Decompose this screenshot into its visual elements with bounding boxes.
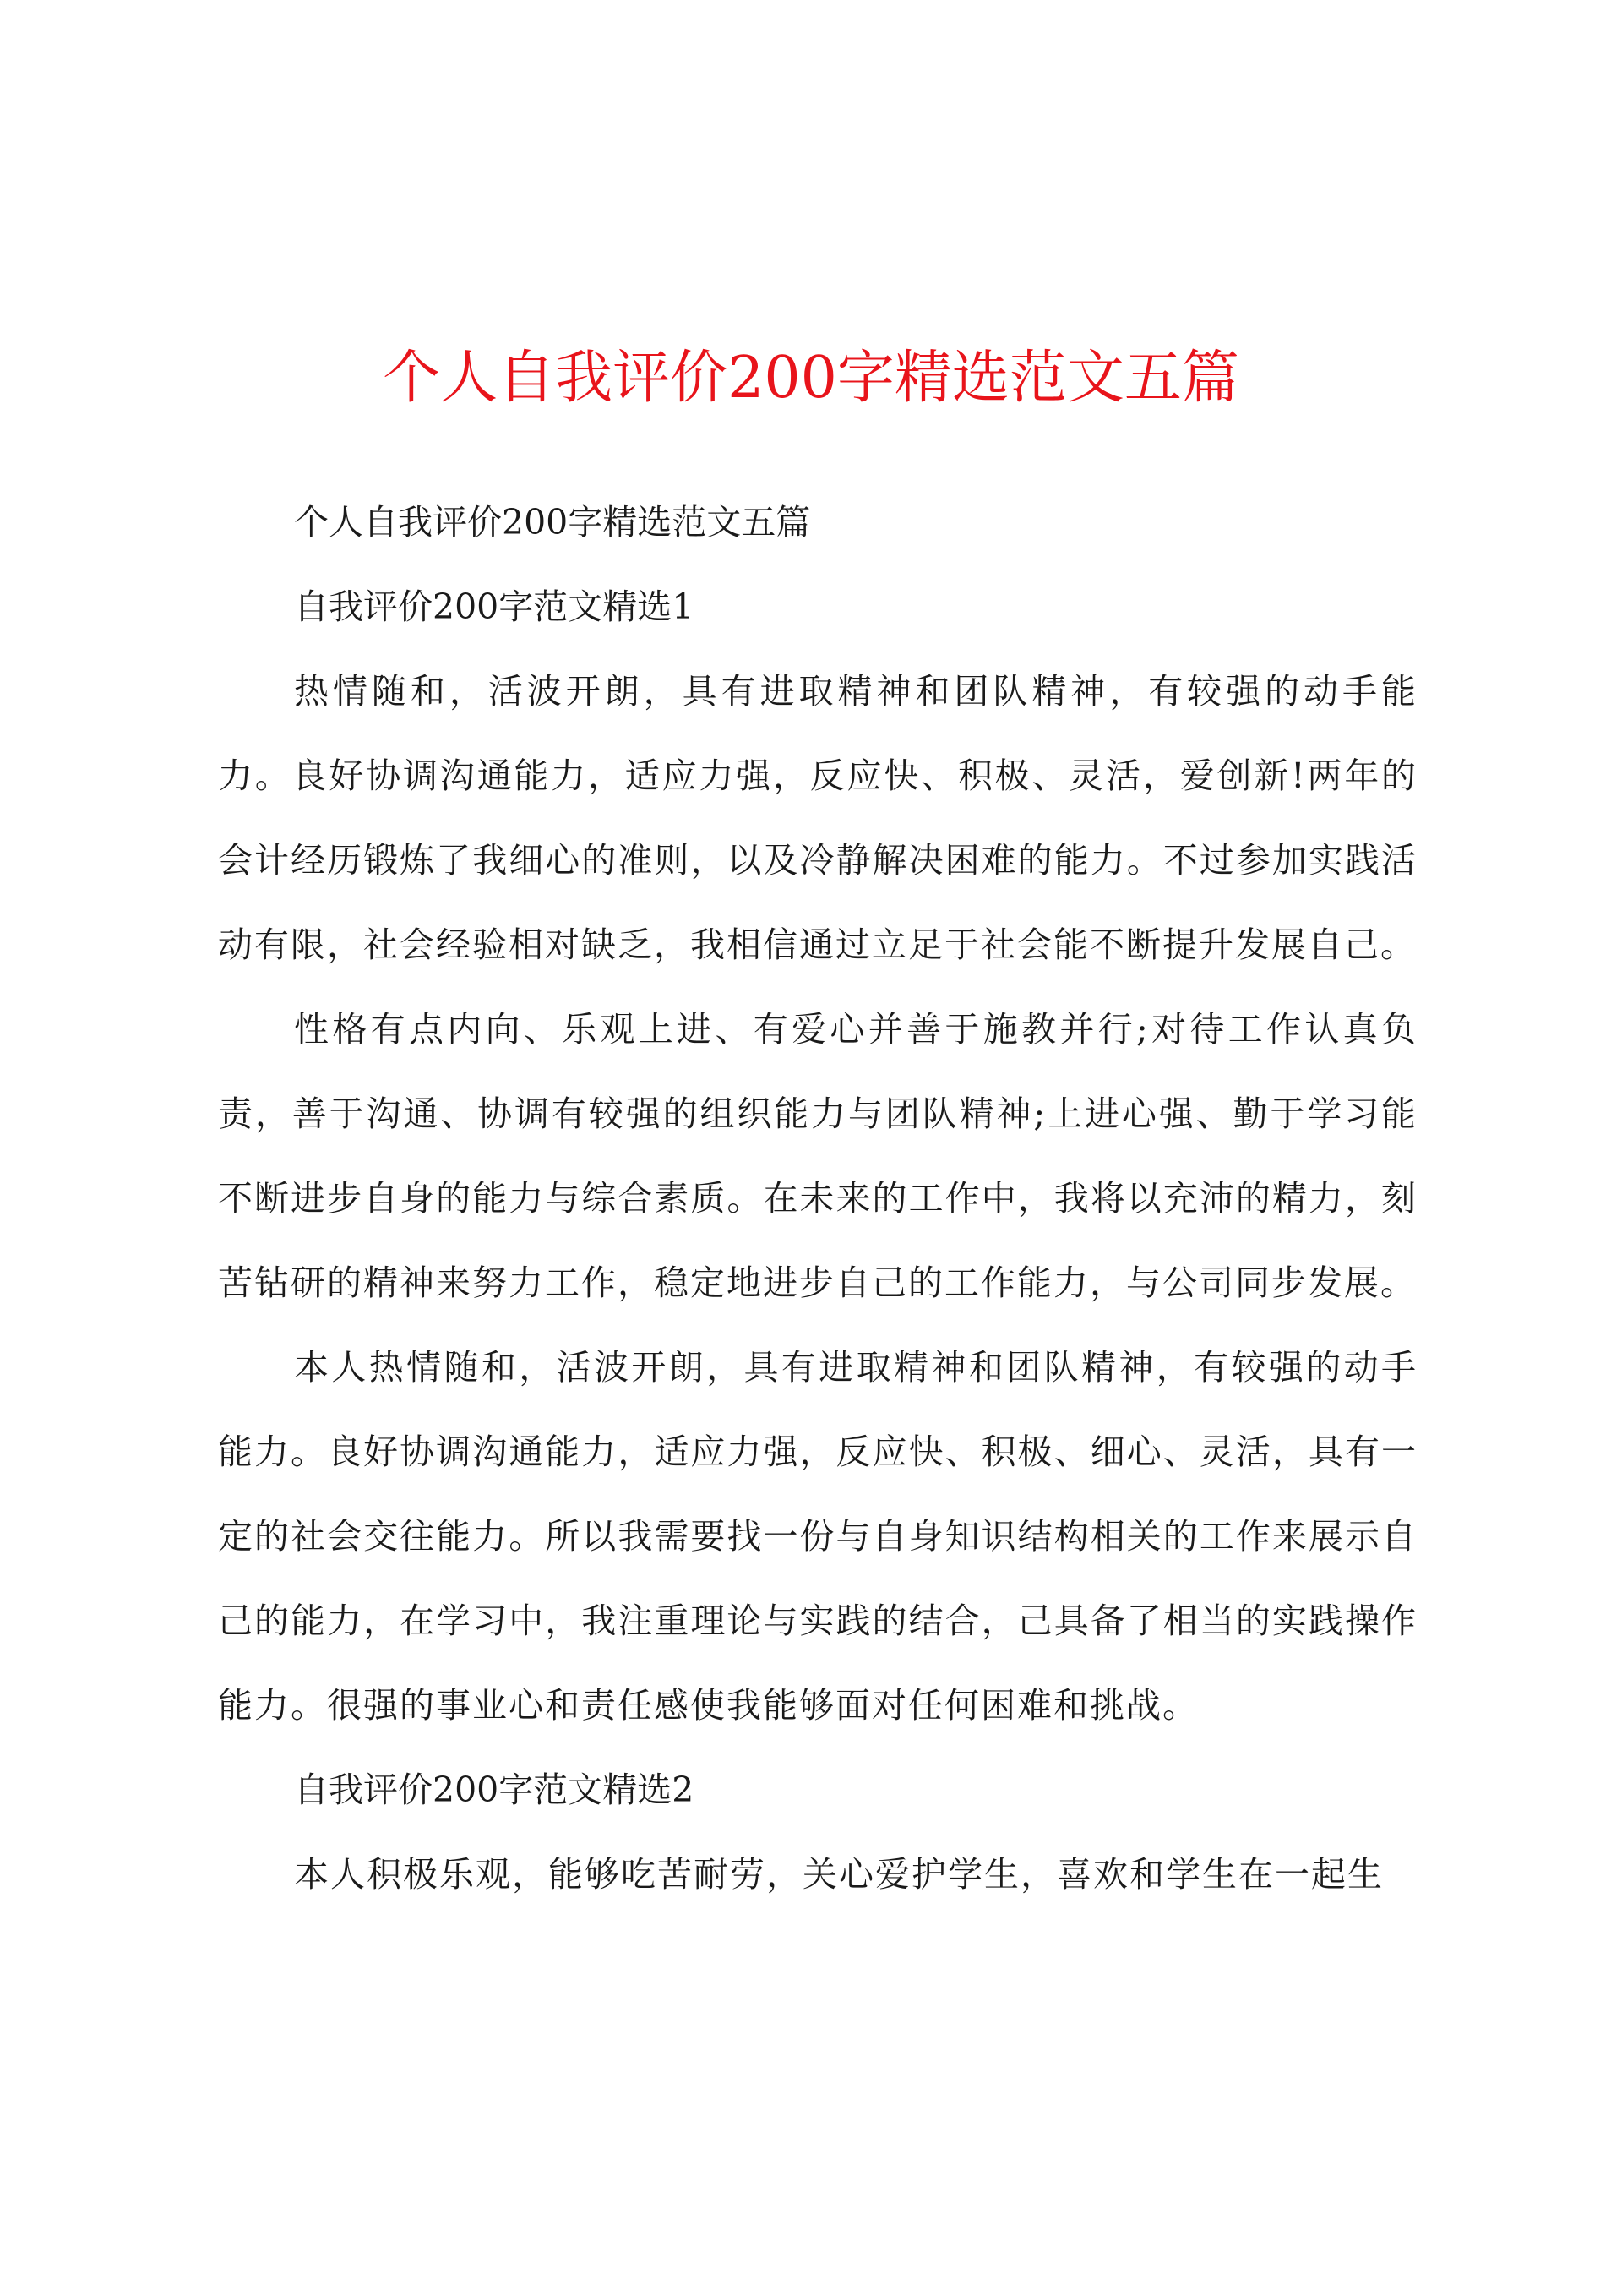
document-subtitle: 个人自我评价200字精选范文五篇 bbox=[294, 502, 811, 543]
section-1-heading: 自我评价200字范文精选1 bbox=[294, 586, 694, 627]
section-1-paragraph-3: 本人热情随和，活波开朗，具有进取精神和团队精神，有较强的动手能力。良好协调沟通能力，适应力强，反应快、积极、细心、灵活，具有一定的社会交往能力。所以我需要找一份与自身知识结构相关的工作来展示自己的能力，在学习中，我注重理论与实践的结合，己具备了相当的实践操作能力。很强的事业心和责任感使我能够面对任何困难和挑战。 bbox=[218, 1347, 1418, 1726]
section-2-paragraph-1: 本人积极乐观，能够吃苦耐劳，关心爱护学生，喜欢和学生在一起生 bbox=[294, 1854, 1384, 1895]
document-title: 个人自我评价200字精选范文五篇 bbox=[383, 345, 1239, 412]
section-2-heading: 自我评价200字范文精选2 bbox=[294, 1770, 694, 1810]
section-1-paragraph-1: 热情随和，活波开朗，具有进取精神和团队精神，有较强的动手能力。良好协调沟通能力，适应力强，反应快、积极、灵活，爱创新!两年的会计经历锻炼了我细心的准则，以及冷静解决困难的能力。不过参加实践活动有限，社会经验相对缺乏，我相信通过立足于社会能不断提升发展自己。 bbox=[218, 671, 1418, 965]
document-body bbox=[218, 480, 1418, 1917]
section-1-paragraph-2: 性格有点内向、乐观上进、有爱心并善于施教并行;对待工作认真负责，善于沟通、协调有较强的组织能力与团队精神;上进心强、勤于学习能不断进步自身的能力与综合素质。在未来的工作中，我将以充沛的精力，刻苦钻研的精神来努力工作，稳定地进步自己的工作能力，与公司同步发展。 bbox=[218, 1009, 1418, 1303]
